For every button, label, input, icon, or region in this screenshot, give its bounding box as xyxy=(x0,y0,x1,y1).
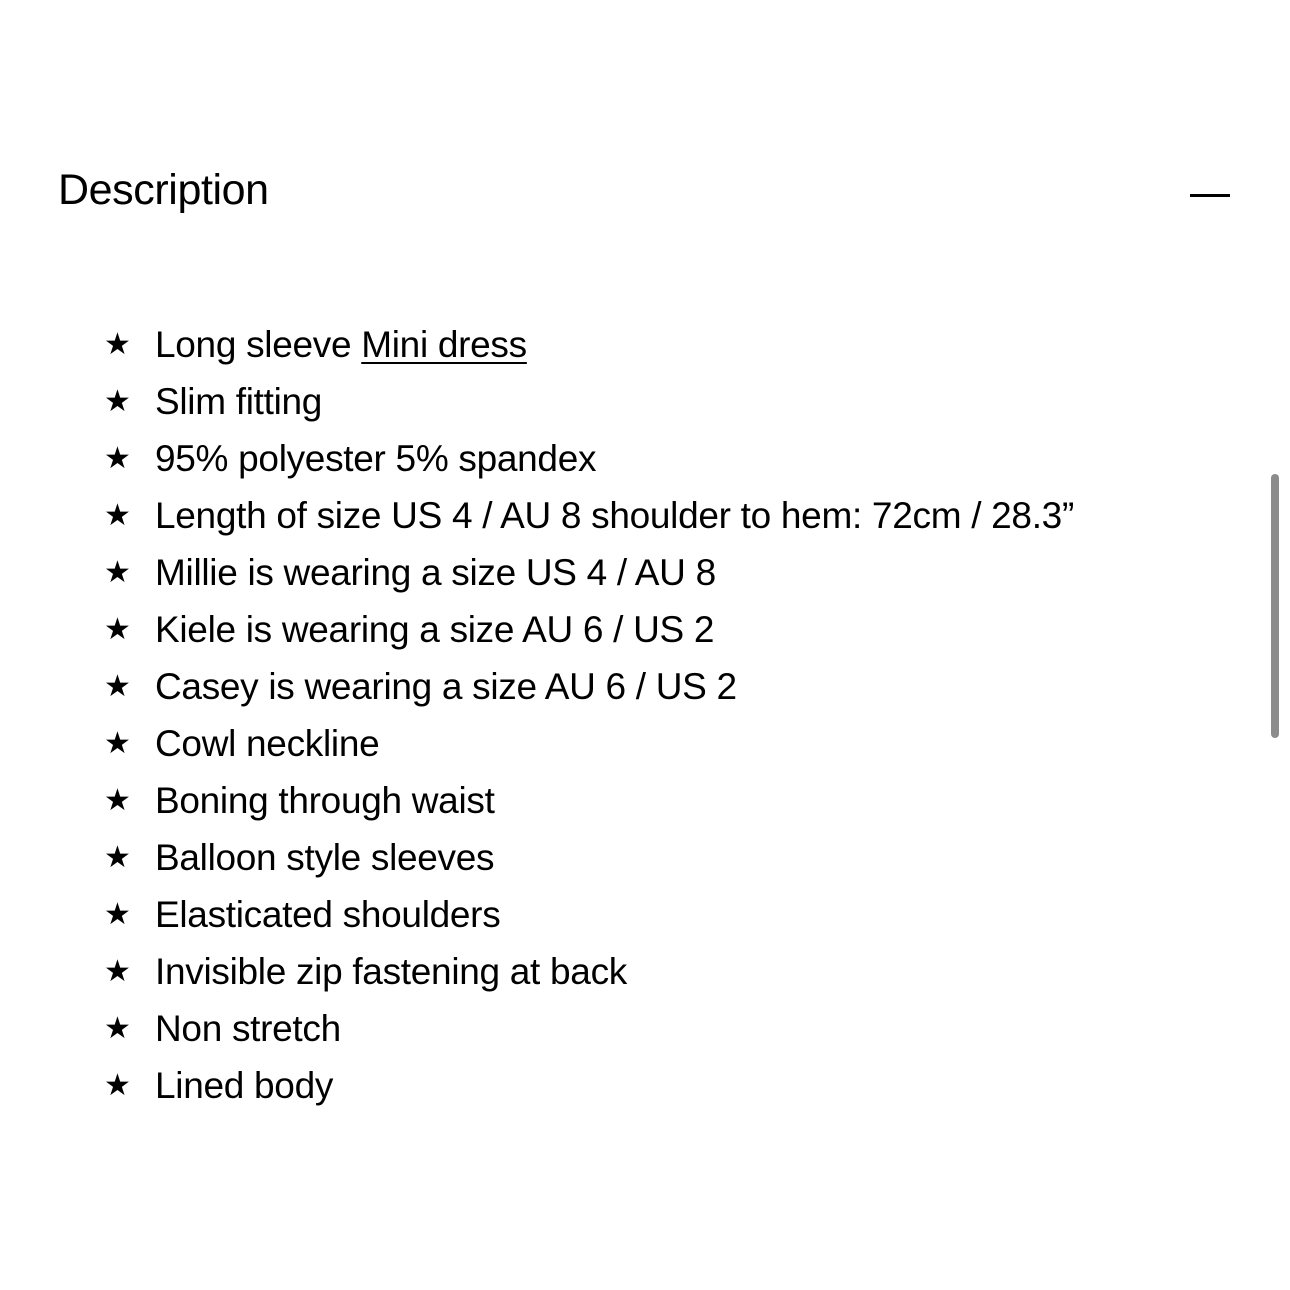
list-item-text: Casey is wearing a size AU 6 / US 2 xyxy=(155,666,737,707)
star-icon: ★ xyxy=(104,498,131,533)
scrollbar-thumb[interactable] xyxy=(1271,474,1279,738)
star-icon: ★ xyxy=(104,669,131,704)
list-item-text: Kiele is wearing a size AU 6 / US 2 xyxy=(155,609,715,650)
list-item-text: Long sleeve xyxy=(155,324,362,365)
star-icon: ★ xyxy=(104,327,131,362)
star-icon: ★ xyxy=(104,441,131,476)
minus-icon xyxy=(1190,194,1230,197)
section-title: Description xyxy=(58,166,269,214)
star-icon: ★ xyxy=(104,384,131,419)
list-item-text: Length of size US 4 / AU 8 shoulder to hem: 72cm / 28.3” xyxy=(155,495,1074,536)
star-icon: ★ xyxy=(104,840,131,875)
star-icon: ★ xyxy=(104,555,131,590)
description-header[interactable] xyxy=(58,160,1230,222)
list-item-text: Lined body xyxy=(155,1065,334,1106)
star-icon: ★ xyxy=(104,783,131,818)
list-item-text: Elasticated shoulders xyxy=(155,894,501,935)
list-item-text: Invisible zip fastening at back xyxy=(155,951,627,992)
star-icon: ★ xyxy=(104,1068,131,1103)
star-icon: ★ xyxy=(104,954,131,989)
list-item-text: Slim fitting xyxy=(155,381,323,422)
star-icon: ★ xyxy=(104,1011,131,1046)
list-item-text: Millie is wearing a size US 4 / AU 8 xyxy=(155,552,716,593)
mini-dress-link[interactable]: Mini dress xyxy=(361,324,527,365)
collapse-button[interactable] xyxy=(1190,172,1230,212)
star-icon: ★ xyxy=(104,897,131,932)
list-item-text: 95% polyester 5% spandex xyxy=(155,438,597,479)
star-icon: ★ xyxy=(104,726,131,761)
list-item-text: Cowl neckline xyxy=(155,723,380,764)
list-item-text: Non stretch xyxy=(155,1008,341,1049)
star-icon: ★ xyxy=(104,612,131,647)
list-item-text: Boning through waist xyxy=(155,780,495,821)
list-item-text: Balloon style sleeves xyxy=(155,837,495,878)
